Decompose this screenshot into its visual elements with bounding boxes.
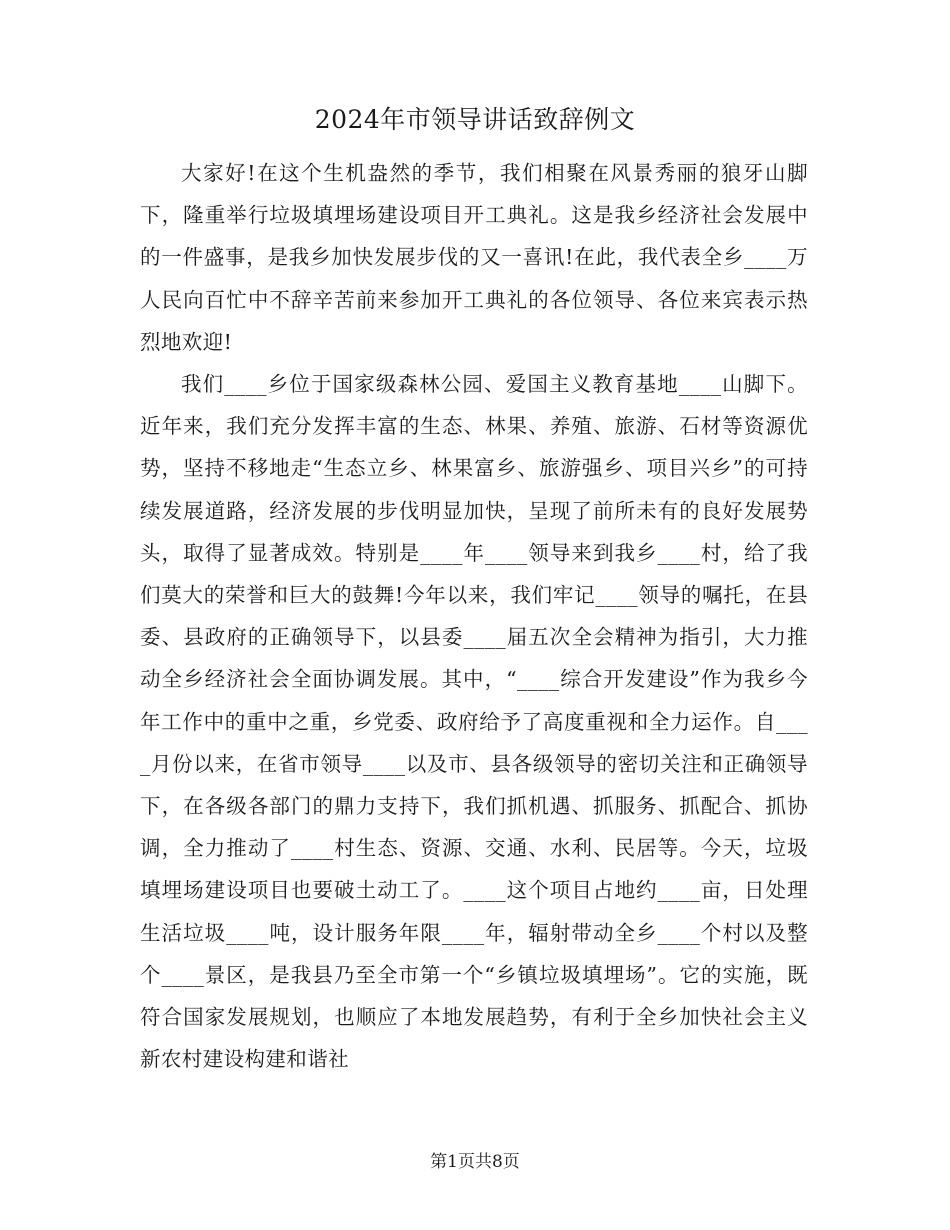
paragraph-greeting: 大家好!在这个生机盎然的季节，我们相聚在风景秀丽的狼牙山脚下，隆重举行垃圾填埋场建设项目开工典礼。这是我乡经济社会发展中的一件盛事，是我乡加快发展步伐的又一喜讯!在此，我代表全乡____万人民向百忙中不辞辛苦前来参加开工典礼的各位领导、各位来宾表示热烈地欢迎! bbox=[140, 161, 808, 354]
paragraph-introduction: 我们____乡位于国家级森林公园、爱国主义教育基地____山脚下。近年来，我们充分发挥丰富的生态、林果、养殖、旅游、石材等资源优势，坚持不移地走“生态立乡、林果富乡、旅游强乡、项目兴乡”的可持续发展道路，经济发展的步伐明显加快，呈现了前所未有的良好发展势头，取得了显著成效。特别是____年____领导来到我乡____村，给了我们莫大的荣誉和巨大的鼓舞!今年以来，我们牢记____领导的嘱托，在县委、县政府的正确领导下，以县委____届五次全会精神为指引，大力推动全乡经济社会全面协调发展。其中，“____综合开发建设”作为我乡今年工作中的重中之重，乡党委、政府给予了高度重视和全力运作。自____月份以来，在省市领导____以及市、县各级领导的密切关注和正确领导下，在各级各部门的鼎力支持下，我们抓机遇、抓服务、抓配合、抓协调，全力推动了____村生态、资源、交通、水利、民居等。今天，垃圾填埋场建设项目也要破土动工了。____这个项目占地约____亩，日处理生活垃圾____吨，设计服务年限____年，辐射带动全乡____个村以及整个____景区，是我县乃至全市第一个“乡镇垃圾填埋场”。它的实施，既符合国家发展规划，也顺应了本地发展趋势，有利于全乡加快社会主义新农村建设构建和谐社 bbox=[140, 372, 808, 1072]
document-body bbox=[140, 152, 808, 1080]
page-number: 第1页共8页 bbox=[430, 1152, 520, 1172]
document-title: 2024年市领导讲话致辞例文 bbox=[314, 105, 636, 134]
